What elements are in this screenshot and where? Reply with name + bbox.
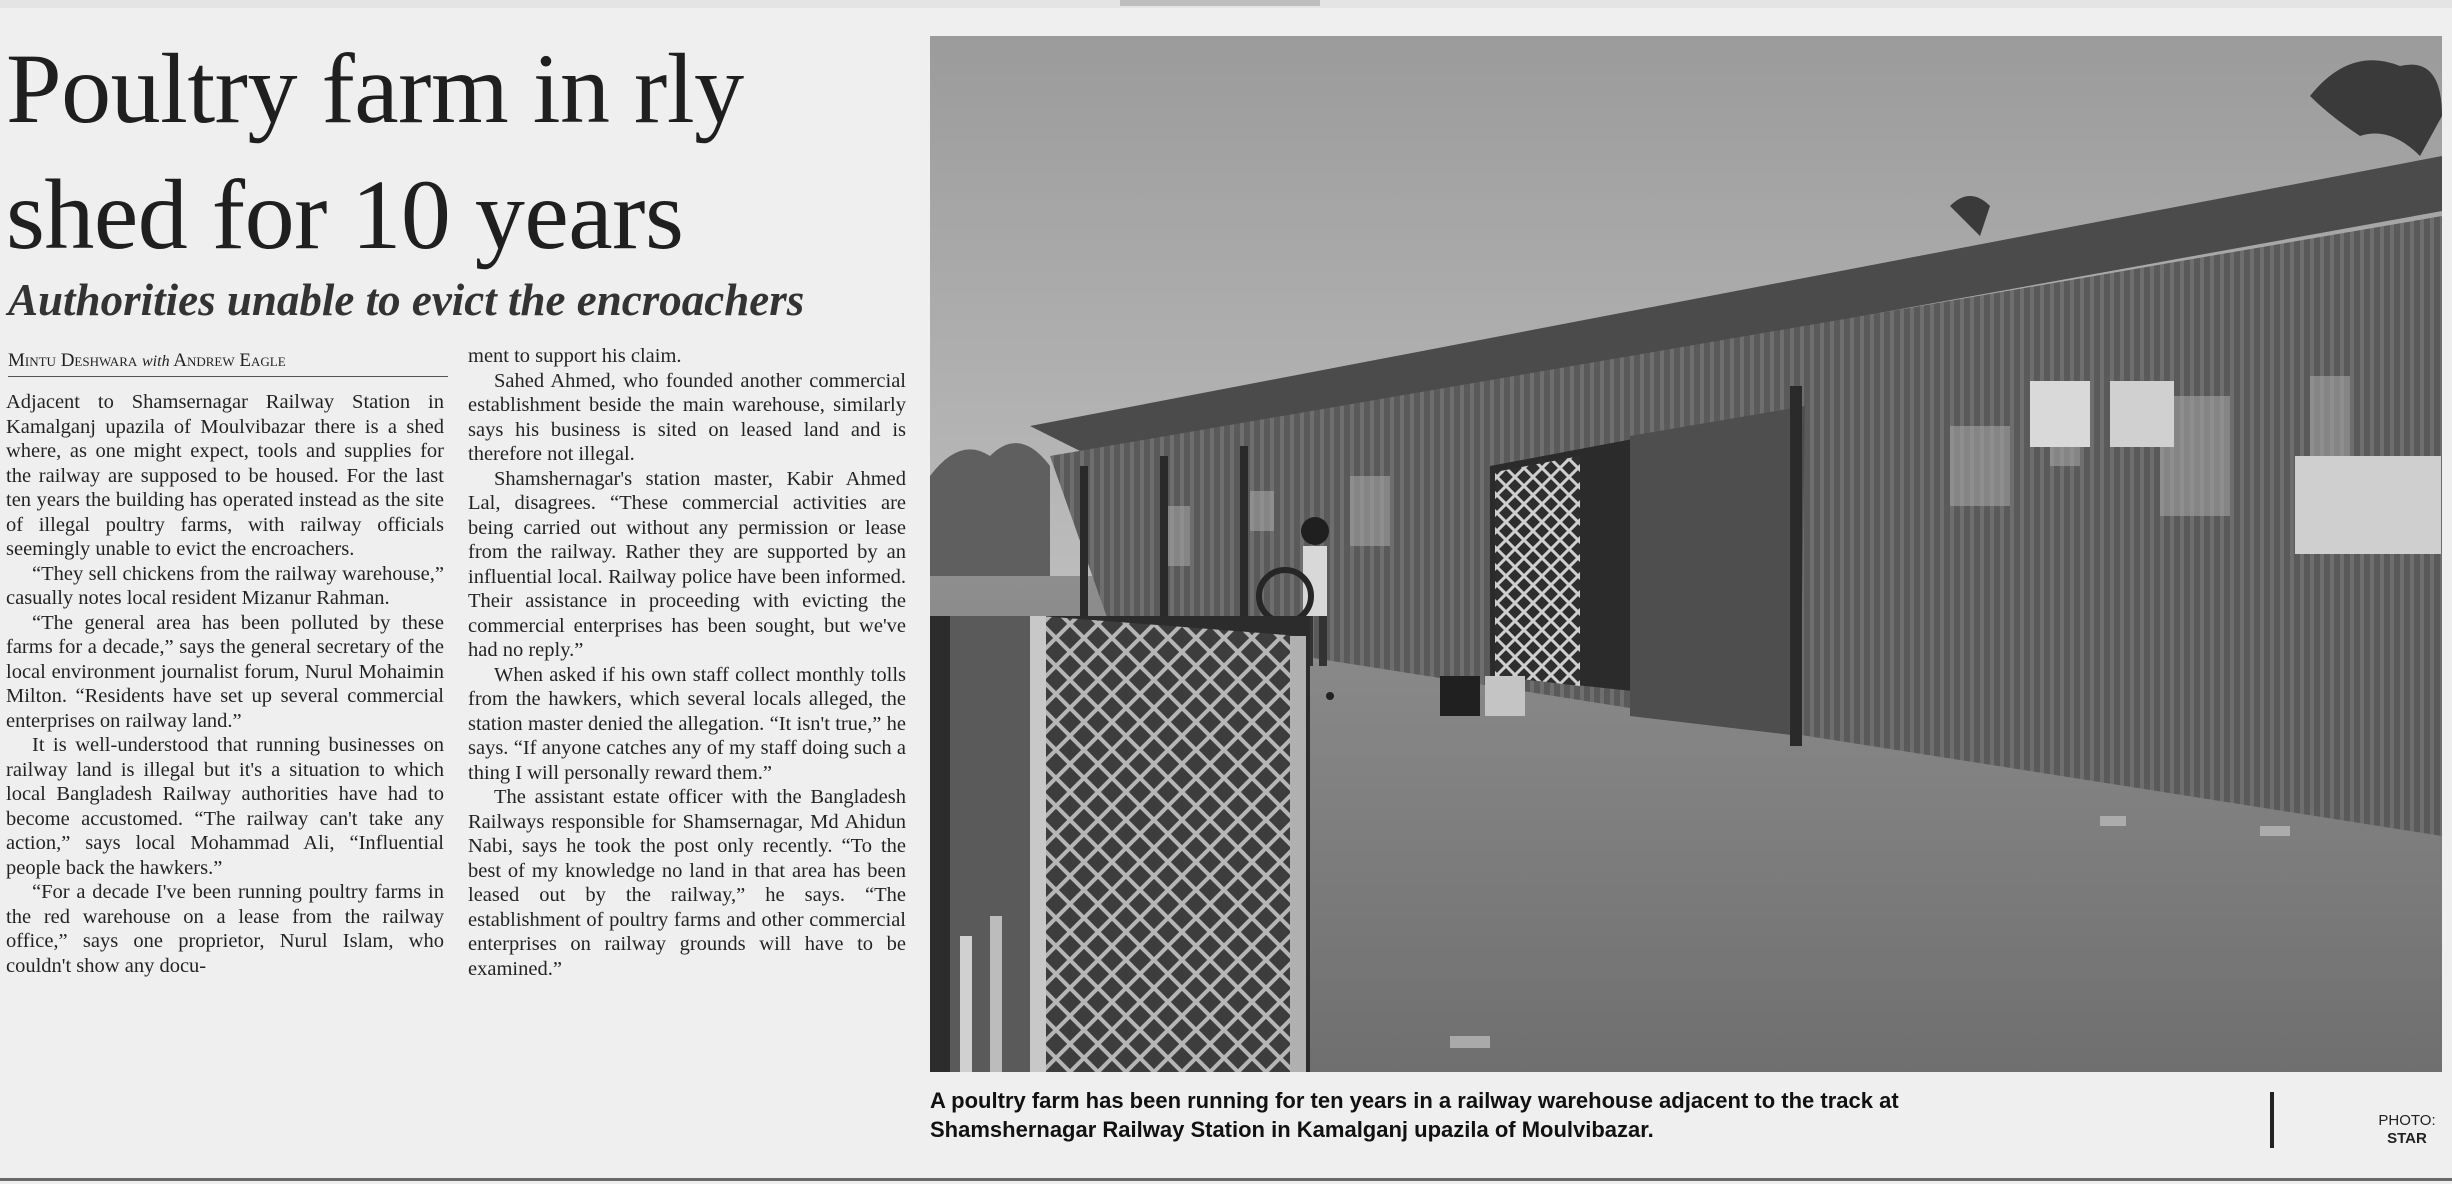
headline-line-1: Poultry farm in rly [6, 33, 744, 144]
photo-caption-line-1: A poultry farm has been running for ten years in a railway warehouse adjacent to the track at [930, 1088, 1899, 1113]
byline [8, 350, 448, 377]
caption-divider [2270, 1092, 2274, 1148]
paragraph: Shamshernagar's station master, Kabir Ahmed Lal, disagrees. “These commercial activities are being carried out without any permission or lease from the railway. Rather they are supported by an influential local. Railway police have been informed. Their assistance in proceeding with evicting the commercial enterprises has been sought, but we've had no reply.” [468, 467, 906, 661]
headline [6, 26, 926, 278]
page-top-mark [1120, 0, 1320, 6]
photo-credit-name: STAR [2387, 1130, 2427, 1147]
paragraph: ment to support his claim. [468, 345, 682, 367]
paragraph: “For a decade I've been running poultry farms in the red warehouse on a lease from the railway office,” says one proprietor, Nurul Islam, who couldn't show any docu- [6, 881, 444, 977]
page-top-strip [0, 0, 2452, 8]
paragraph: Adjacent to Shamsernagar Railway Station in Kamalganj upazila of Moulvibazar there is a shed where, as one might expect, tools and supplies for the railway are supposed to be housed. For the last ten years the building has operated instead as the site of illegal poultry farms, with railway officials seemingly unable to evict the encroachers. [6, 391, 444, 560]
photo-caption [930, 1086, 2250, 1144]
photo-credit [2372, 1112, 2442, 1148]
paragraph: The assistant estate officer with the Bangladesh Railways responsible for Shamsernagar, Md Ahidun Nabi, says he took the post only recently. “To the best of my knowledge no land in that area has been leased out by the railway,” he says. “The establishment of poultry farms and other commercial enterprises on railway grounds will have to be examined.” [468, 786, 906, 980]
byline-author-1: Mintu Deshwara [8, 350, 138, 371]
article-column-1 [6, 390, 444, 978]
warehouse-photo-illustration [930, 36, 2442, 1072]
paragraph: It is well-understood that running businesses on railway land is illegal but it's a situation to which local Bangladesh Railway authorities have had to become accustomed. “The railway can't take any action,” says local Mohammad Ali, “Influential people back the hawkers.” [6, 734, 444, 879]
article-column-2 [468, 344, 906, 981]
paragraph: When asked if his own staff collect monthly tolls from the hawkers, which several locals alleged, the station master denied the allegation. “It isn't true,” he says. “If anyone catches any of my staff doing such a thing I will personally reward them.” [468, 663, 906, 784]
photo-credit-label: PHOTO: [2378, 1112, 2436, 1129]
article-photo [930, 36, 2442, 1072]
paragraph: Sahed Ahmed, who founded another commercial establishment beside the main warehouse, similarly says his business is sited on leased land and is therefore not illegal. [468, 369, 906, 465]
subheadline: Authorities unable to evict the encroachers [8, 275, 805, 325]
paragraph: “The general area has been polluted by these farms for a decade,” says the general secretary of the local environment journalist forum, Nurul Mohaimin Milton. “Residents have set up several commercial enterprises on railway land.” [6, 611, 444, 732]
page-bottom-rule [0, 1178, 2452, 1181]
photo-caption-line-2: Shamshernagar Railway Station in Kamalganj upazila of Moulvibazar. [930, 1117, 1654, 1142]
byline-author-2: Andrew Eagle [173, 350, 286, 371]
headline-line-2: shed for 10 years [6, 159, 684, 270]
paragraph: “They sell chickens from the railway warehouse,” casually notes local resident Mizanur Rahman. [6, 562, 444, 609]
byline-with: with [142, 353, 170, 370]
